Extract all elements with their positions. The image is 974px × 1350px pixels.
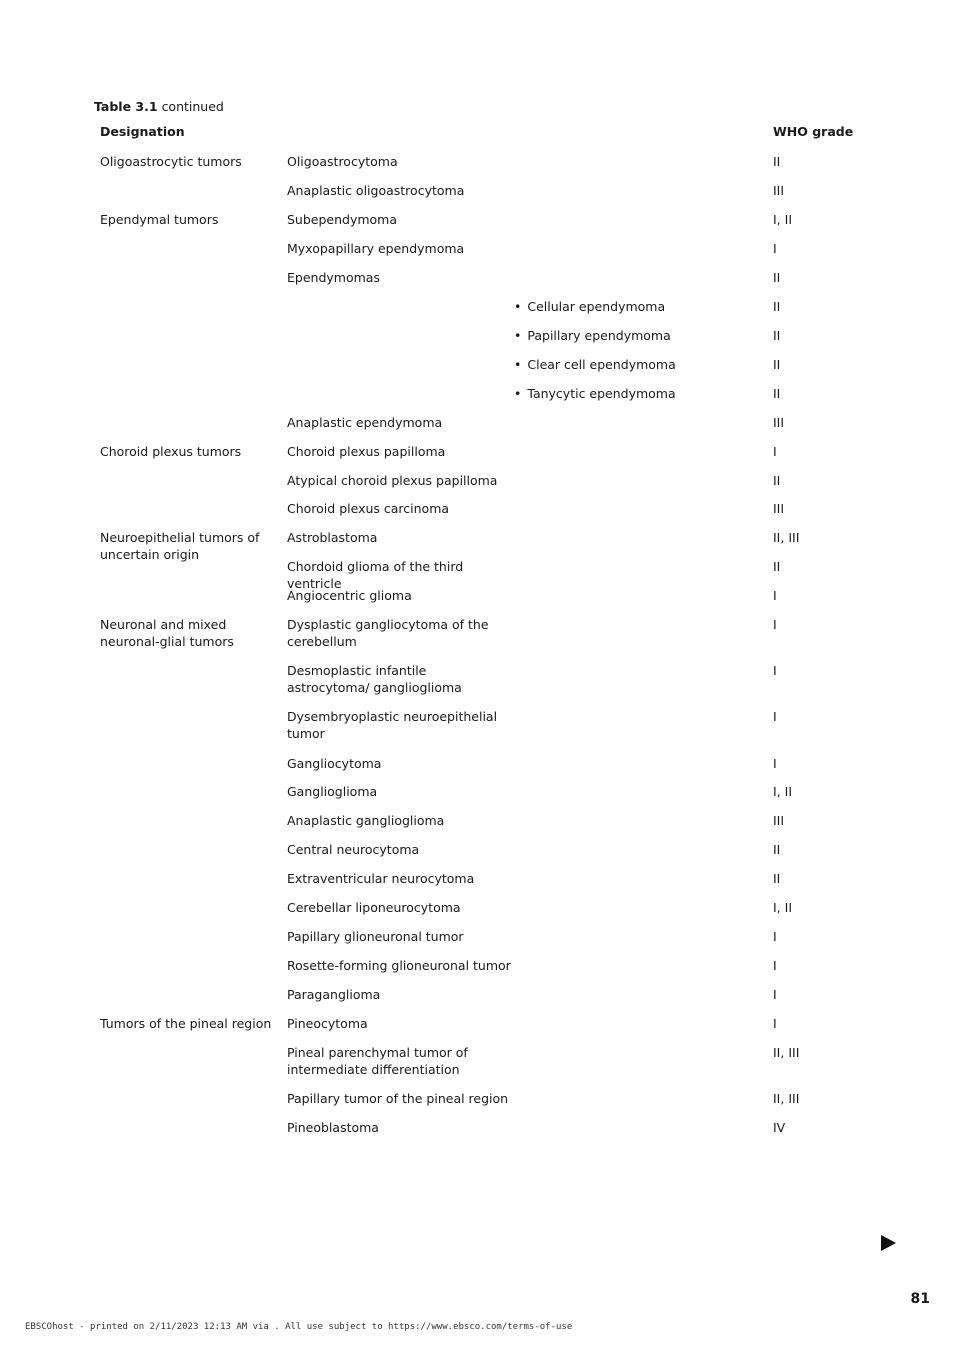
tumor-name: Myxopapillary ependymoma: [287, 241, 465, 256]
who-grade: III: [773, 813, 785, 828]
header-designation: Designation: [100, 124, 185, 139]
who-grade: II, III: [773, 1091, 800, 1106]
header-who-grade: WHO grade: [773, 124, 854, 139]
who-grade: II: [773, 328, 781, 343]
tumor-subtype: [514, 327, 754, 344]
tumor-name: Pineocytoma: [287, 1016, 368, 1031]
tumor-name: Angiocentric glioma: [287, 588, 412, 603]
subtype-label: Papillary ependymoma: [527, 328, 671, 343]
tumor-name: Oligoastrocytoma: [287, 154, 398, 169]
tumor-group: Neuroepithelial tumors of uncertain origin: [100, 530, 260, 562]
footer-notice: EBSCOhost - printed on 2/11/2023 12:13 AM via . All use subject to https://www.ebsco.com/terms-of-use: [25, 1322, 573, 1332]
who-grade: I: [773, 756, 777, 771]
tumor-name: Papillary tumor of the pineal region: [287, 1091, 509, 1106]
who-grade: IV: [773, 1120, 786, 1135]
tumor-name: Cerebellar liponeurocytoma: [287, 900, 461, 915]
bullet-icon: •: [514, 299, 522, 314]
who-grade: II: [773, 154, 781, 169]
next-page-arrow-icon[interactable]: [881, 1235, 896, 1251]
tumor-name: Pineoblastoma: [287, 1120, 379, 1135]
who-grade: I: [773, 617, 777, 632]
subtype-label: Tanycytic ependymoma: [527, 386, 676, 401]
tumor-name: Pineal parenchymal tumor of intermediate differentiation: [287, 1045, 468, 1077]
table-label: Table 3.1: [94, 99, 158, 114]
tumor-name: Choroid plexus papilloma: [287, 444, 446, 459]
who-grade: I: [773, 929, 777, 944]
subtype-label: Clear cell ependymoma: [527, 357, 676, 372]
who-grade: I: [773, 1016, 777, 1031]
tumor-name: Astroblastoma: [287, 530, 378, 545]
tumor-subtype: [514, 298, 754, 315]
tumor-group: Ependymal tumors: [100, 212, 219, 227]
who-grade: III: [773, 501, 785, 516]
who-grade: I: [773, 241, 777, 256]
who-grade: II: [773, 386, 781, 401]
who-grade: I, II: [773, 212, 793, 227]
who-grade: III: [773, 183, 785, 198]
table-caption-suffix: continued: [161, 99, 224, 114]
tumor-subtype: [514, 385, 754, 402]
page-number: 81: [910, 1291, 930, 1307]
who-grade: I: [773, 663, 777, 678]
who-grade: II: [773, 299, 781, 314]
tumor-name: Chordoid glioma of the third ventricle: [287, 559, 464, 591]
who-grade: II, III: [773, 1045, 800, 1060]
bullet-icon: •: [514, 328, 522, 343]
tumor-subtype: [514, 356, 754, 373]
bullet-icon: •: [514, 386, 522, 401]
tumor-name: Dysembryoplastic neuroepithelial tumor: [287, 709, 498, 741]
tumor-group: Choroid plexus tumors: [100, 444, 242, 459]
tumor-group: Neuronal and mixed neuronal-glial tumors: [100, 617, 234, 649]
tumor-name: Ependymomas: [287, 270, 380, 285]
tumor-name: Paraganglioma: [287, 987, 381, 1002]
tumor-name: Subependymoma: [287, 212, 398, 227]
who-grade: I: [773, 588, 777, 603]
who-grade: I: [773, 987, 777, 1002]
subtype-label: Cellular ependymoma: [527, 299, 666, 314]
who-grade: II: [773, 871, 781, 886]
tumor-name: Atypical choroid plexus papilloma: [287, 473, 498, 488]
tumor-name: Rosette-forming glioneuronal tumor: [287, 958, 511, 973]
who-grade: I: [773, 958, 777, 973]
who-grade: I: [773, 444, 777, 459]
tumor-name: Extraventricular neurocytoma: [287, 871, 475, 886]
who-grade: I, II: [773, 900, 793, 915]
who-grade: II, III: [773, 530, 800, 545]
who-grade: I, II: [773, 784, 793, 799]
who-grade: II: [773, 270, 781, 285]
tumor-name: Anaplastic ependymoma: [287, 415, 443, 430]
tumor-group: Oligoastrocytic tumors: [100, 154, 242, 169]
who-grade: II: [773, 559, 781, 574]
tumor-name: Anaplastic oligoastrocytoma: [287, 183, 465, 198]
who-grade: III: [773, 415, 785, 430]
tumor-name: Dysplastic gangliocytoma of the cerebellum: [287, 617, 489, 649]
tumor-name: Papillary glioneuronal tumor: [287, 929, 464, 944]
who-grade: II: [773, 473, 781, 488]
tumor-name: Ganglioglioma: [287, 784, 378, 799]
bullet-icon: •: [514, 357, 522, 372]
tumor-name: Desmoplastic infantile astrocytoma/ ganglioglioma: [287, 663, 462, 695]
tumor-group: Tumors of the pineal region: [100, 1016, 272, 1031]
tumor-name: Anaplastic ganglioglioma: [287, 813, 445, 828]
tumor-name: Gangliocytoma: [287, 756, 382, 771]
who-grade: II: [773, 357, 781, 372]
table-caption: [94, 99, 224, 114]
who-grade: I: [773, 709, 777, 724]
who-grade: II: [773, 842, 781, 857]
tumor-name: Choroid plexus carcinoma: [287, 501, 450, 516]
tumor-name: Central neurocytoma: [287, 842, 420, 857]
